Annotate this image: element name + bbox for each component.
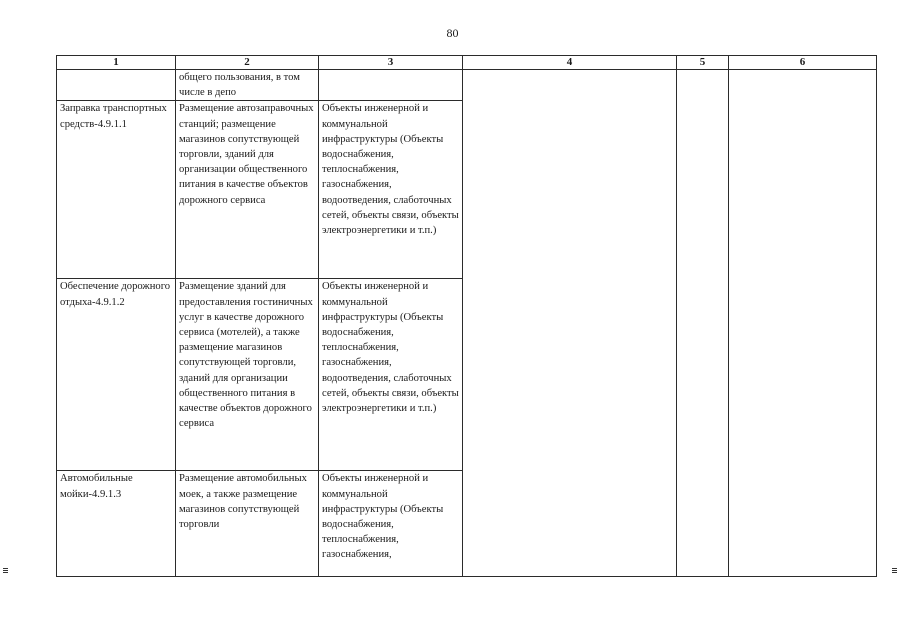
cell-use-name <box>57 471 176 577</box>
cell-col4-merged <box>463 70 677 577</box>
header-col-2: 2 <box>176 56 319 70</box>
use-name-text: Заправка транспортных средств-4.9.1.1 <box>60 103 167 130</box>
cell-use-name <box>57 279 176 471</box>
use-name-text: Обеспечение дорожного отдыха-4.9.1.2 <box>60 281 171 308</box>
cell-related-objects <box>319 279 463 471</box>
cell-continuation-col1 <box>57 70 176 101</box>
table-header-row <box>57 56 877 70</box>
header-col-1: 1 <box>57 56 176 70</box>
cell-related-objects <box>319 471 463 577</box>
related-objects-text: Объекты инженерной и коммунальной инфраструктуры (Объекты водоснабжения, теплоснабжения, газоснабжения, водоотведения, слаботочных сетей, объекты связи, объекты электроэнергетики и т.п.) <box>322 103 459 237</box>
cell-use-description <box>176 279 319 471</box>
right-margin-mark <box>892 568 897 574</box>
cell-related-objects <box>319 101 463 279</box>
cell-col5-merged <box>677 70 729 577</box>
header-col-5: 5 <box>677 56 729 70</box>
cell-use-description <box>176 471 319 577</box>
zoning-table <box>56 55 877 577</box>
related-objects-text: Объекты инженерной и коммунальной инфраструктуры (Объекты водоснабжения, теплоснабжения, газоснабжения, водоотведения, слаботочных сетей, объекты связи, объекты электроэнергетики и т.п.) <box>322 281 459 415</box>
header-col-6: 6 <box>729 56 877 70</box>
cell-col6-merged <box>729 70 877 577</box>
continuation-text: общего пользования, в том числе в депо <box>179 72 300 99</box>
use-description-text: Размещение зданий для предоставления гостиничных услуг в качестве дорожного сервиса (мотелей), а также размещение магазинов сопутствующей торговли, зданий для организации общественного питания в качестве объектов дорожного сервиса <box>179 281 313 430</box>
page-number: 80 <box>446 26 459 40</box>
use-description-text: Размещение автозаправочных станций; размещение магазинов сопутствующей торговли, зданий для организации общественного питания в качестве объектов дорожного сервиса <box>179 103 314 206</box>
header-col-4: 4 <box>463 56 677 70</box>
cell-continuation-col3 <box>319 70 463 101</box>
cell-use-description <box>176 101 319 279</box>
cell-use-name <box>57 101 176 279</box>
cell-continuation-col2 <box>176 70 319 101</box>
header-col-3: 3 <box>319 56 463 70</box>
use-name-text: Автомобильные мойки-4.9.1.3 <box>60 473 133 500</box>
use-description-text: Размещение автомобильных моек, а также размещение магазинов сопутствующей торговли <box>179 473 307 531</box>
left-margin-mark <box>3 568 8 574</box>
related-objects-text: Объекты инженерной и коммунальной инфраструктуры (Объекты водоснабжения, теплоснабжения, газоснабжения, <box>322 473 444 561</box>
table-row-continuation <box>57 70 877 101</box>
